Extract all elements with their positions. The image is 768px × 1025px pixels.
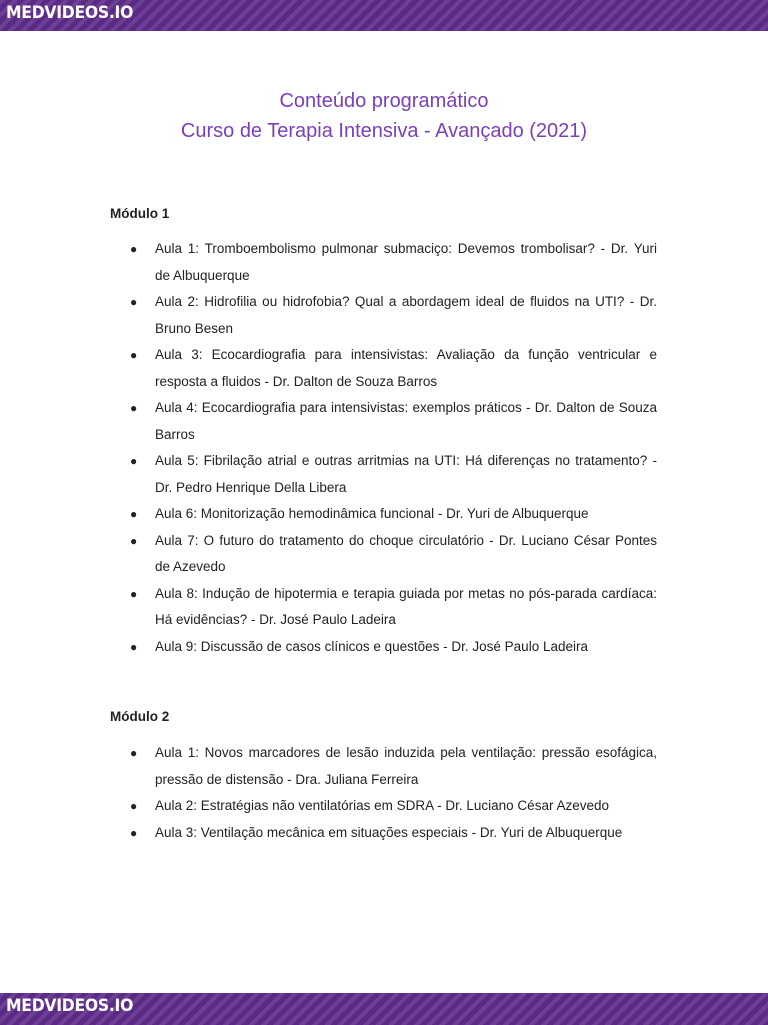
lesson-text: Aula 2: Estratégias não ventilatórias em SDRA - Dr. Luciano César Azevedo bbox=[155, 798, 609, 813]
lesson-text: Aula 9: Discussão de casos clínicos e questões - Dr. José Paulo Ladeira bbox=[155, 638, 588, 654]
lesson-text: Aula 5: Fibrilação atrial e outras arritmias na UTI: Há diferenças no tratamento? - Dr. Pedro Henrique Della Libera bbox=[155, 453, 657, 495]
lesson-text: Aula 3: Ventilação mecânica em situações especiais - Dr. Yuri de Albuquerque bbox=[155, 824, 623, 840]
lesson-text: Aula 3: Ecocardiografia para intensivistas: Avaliação da função ventricular e resposta a fluidos - Dr. Dalton de Souza Barros bbox=[155, 347, 657, 389]
lesson-text: Aula 4: Ecocardiografia para intensivistas: exemplos práticos - Dr. Dalton de Souza Barros bbox=[155, 400, 657, 442]
bullet-icon: ● bbox=[130, 533, 138, 548]
lesson-text: Aula 8: Indução de hipotermia e terapia guiada por metas no pós-parada cardíaca: Há evidências? - Dr. José Paulo Ladeira bbox=[155, 585, 657, 627]
brand-logo: MEDVIDEOS.IO bbox=[6, 996, 134, 1016]
bullet-icon: ● bbox=[130, 401, 138, 415]
lesson-item bbox=[110, 342, 657, 395]
lesson-item bbox=[110, 581, 657, 634]
brand-logo: MEDVIDEOS.IO bbox=[6, 3, 134, 23]
bullet-icon: ● bbox=[130, 295, 138, 309]
lesson-text: Aula 2: Hidrofilia ou hidrofobia? Qual a abordagem ideal de fluidos na UTI? - Dr. Bruno Besen bbox=[155, 294, 657, 336]
lesson-item bbox=[110, 820, 657, 847]
title-line-2: Curso de Terapia Intensiva - Avançado (2021) bbox=[180, 120, 588, 142]
lesson-text: Aula 1: Tromboembolismo pulmonar submaciço: Devemos trombolisar? - Dr. Yuri de Albuquerque bbox=[155, 241, 657, 283]
document-title bbox=[0, 86, 768, 146]
lesson-item bbox=[110, 793, 657, 820]
bullet-icon: ● bbox=[130, 825, 138, 840]
lesson-item bbox=[110, 448, 657, 501]
header-banner bbox=[0, 0, 768, 31]
module-1-heading: Módulo 1 bbox=[110, 206, 170, 221]
module-1-lesson-list bbox=[110, 236, 657, 660]
lesson-text: Aula 6: Monitorização hemodinâmica funcional - Dr. Yuri de Albuquerque bbox=[155, 506, 589, 521]
lesson-item bbox=[110, 528, 657, 581]
module-2-lesson-list bbox=[110, 740, 657, 846]
bullet-icon: ● bbox=[130, 799, 138, 813]
lesson-item bbox=[110, 740, 657, 793]
lesson-item bbox=[110, 236, 657, 289]
bullet-icon: ● bbox=[130, 586, 138, 601]
footer-banner bbox=[0, 993, 768, 1025]
lesson-item bbox=[110, 634, 657, 661]
bullet-icon: ● bbox=[130, 639, 138, 654]
lesson-text: Aula 7: O futuro do tratamento do choque circulatório - Dr. Luciano César Pontes de Azevedo bbox=[155, 532, 657, 574]
lesson-item bbox=[110, 289, 657, 342]
bullet-icon: ● bbox=[130, 507, 138, 521]
lesson-item bbox=[110, 501, 657, 528]
bullet-icon: ● bbox=[130, 242, 138, 256]
lesson-item bbox=[110, 395, 657, 448]
bullet-icon: ● bbox=[130, 454, 138, 468]
bullet-icon: ● bbox=[130, 746, 138, 760]
lesson-text: Aula 1: Novos marcadores de lesão induzida pela ventilação: pressão esofágica, pressão de distensão - Dra. Juliana Ferreira bbox=[155, 745, 657, 787]
bullet-icon: ● bbox=[130, 348, 138, 362]
title-line-1: Conteúdo programático bbox=[279, 90, 489, 112]
module-2-heading: Módulo 2 bbox=[110, 709, 170, 724]
